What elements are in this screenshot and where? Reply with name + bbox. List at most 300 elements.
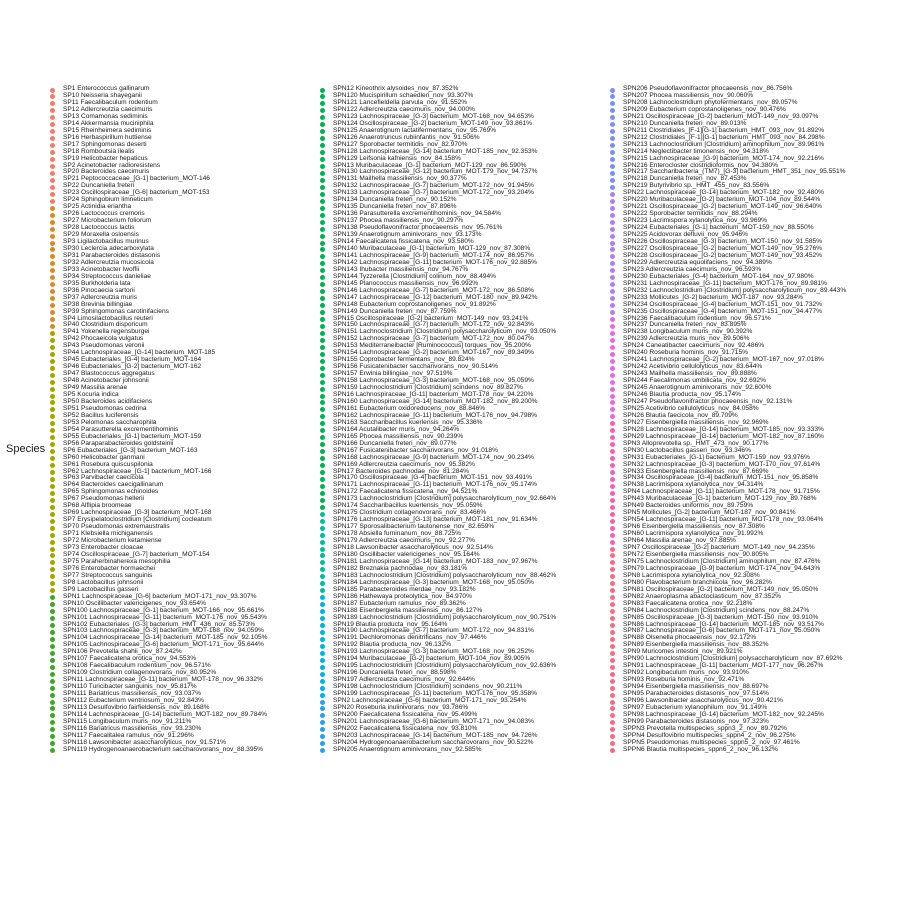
legend-entry-label: SPN2 Lachnospiraceae_[G-6] bacterium_MOT-171_nov_93.254%: [333, 697, 527, 705]
legend-entry-label: SPN95 Parabacteroides distasonis_nov_97.514%: [623, 690, 769, 698]
legend-key-dot: [610, 199, 615, 204]
legend-key-dot: [320, 616, 325, 621]
legend-entry-label: SPN146 Lachnospiraceae_[G-7] bacterium_MOT-172_nov_86.508%: [333, 286, 534, 294]
legend-key-dot: [320, 171, 325, 176]
legend-entry-label: SP75 Paraherbinaherexa mesophilia: [63, 557, 171, 565]
legend-key-dot: [610, 644, 615, 649]
legend-entry-label: SPN72 Eisenbergiella massiliensis_nov_90.805%: [623, 550, 769, 558]
legend-entry-label: SPN90 Lachnoclostridium [Clostridium] polysaccharolyticum_nov_87.692%: [623, 655, 843, 663]
legend-entry-label: SP71 Klebsiella michiganensis: [63, 530, 153, 538]
legend-entry-label: SPN170 Oscillospiraceae_[G-4] bacterium_MOT-151_nov_93.491%: [333, 474, 533, 482]
legend-key-dot: [320, 553, 325, 558]
legend-key-dot: [610, 581, 615, 586]
legend-entry-label: SPN92 Longibaculum muris_nov_93.910%: [623, 669, 749, 677]
legend-key-dot: [320, 88, 325, 93]
legend-entry-label: SPN33 Eisenbergiella massiliensis_nov_87.669%: [623, 467, 769, 475]
legend-entry-label: SPN84 Lachnoclostridium [Clostridium] scindens_nov_88.247%: [623, 606, 810, 614]
legend-key-dot: [50, 199, 55, 204]
legend-key-dot: [320, 700, 325, 705]
legend-entry-label: SP30 Leclercia adecarboxylata: [63, 244, 154, 252]
legend-entry-label: SPN5 Mollicutes_[G-2] bacterium_MOT-187_nov_90.841%: [623, 509, 796, 517]
legend-entry-label: SPN28 Lachnospiraceae_[G-14] bacterium_MOT-185_nov_93.333%: [623, 425, 824, 433]
legend-entry-label: SPN103 Lachnospiraceae_[G-3] bacterium_MOT-168_nov_94.059%: [63, 627, 264, 635]
legend-key-dot: [320, 310, 325, 315]
legend-key-dot: [320, 581, 325, 586]
legend-key-dot: [50, 289, 55, 294]
legend-key-dot: [50, 220, 55, 225]
legend-entry-label: SP15 Rheinheimera sediminis: [63, 126, 152, 134]
legend-entry-label: SP65 Sphingomonas echinoides: [63, 488, 159, 496]
legend-entry-label: SPN123 Lachnospiraceae_[G-3] bacterium_MOT-168_nov_94.653%: [333, 112, 534, 120]
legend-key-dot: [610, 220, 615, 225]
legend-entry-label: SP27 Microbacterium foliorum: [63, 217, 152, 225]
legend-key-dot: [320, 484, 325, 489]
legend-entry-label: SPN24 Caneatibacter caecimuris_nov_92.486%: [623, 342, 765, 350]
legend-entry-label: SPN151 Lachnoclostridium [Clostridium] polysaccharolyticum_nov_93.050%: [333, 328, 557, 336]
legend-entry-label: SPN168 Lachnospiraceae_[G-9] bacterium_MOT-174_nov_90.234%: [333, 453, 534, 461]
legend-entry-label: SPN117 Faecalitalea ramulus_nov_91.296%: [63, 731, 194, 739]
legend-entry-label: SP72 Microbacterium ketamiense: [63, 537, 162, 545]
legend-entry-label: SPN154 Lachnospiraceae_[G-2] bacterium_MOT-167_nov_89.349%: [333, 349, 534, 357]
legend-entry-label: SPN216 Enterocloster clostridioformis_nov_94.380%: [623, 161, 779, 169]
legend-key-dot: [610, 178, 615, 183]
legend-entry-label: SPN209 Eubacterium coprostanoligenes_nov_90.476%: [623, 105, 786, 113]
legend-key-dot: [50, 164, 55, 169]
legend-key-dot: [610, 192, 615, 197]
legend-entry-label: SPN217 Saccharibacteria_(TM7)_[G-3] bacterium_HMT_351_nov_95.551%: [623, 168, 846, 176]
legend-key-dot: [320, 505, 325, 510]
legend-key-dot: [320, 359, 325, 364]
legend-entry-label: SPN140 Muribaculaceae_[G-1] bacterium_MOT-129_nov_87.308%: [333, 244, 531, 252]
legend-entry-label: SP9 Lactobacillus gasseri: [63, 585, 139, 593]
legend-key-dot: [320, 94, 325, 99]
legend-entry-label: SPN127 Sporobacter termitidis_nov_82.970%: [333, 140, 468, 148]
legend-entry-label: SP70 Pseudomonas extremaustralis: [63, 523, 170, 531]
legend-key-dot: [610, 234, 615, 239]
legend-entry-label: SP28 Lactococcus lactis: [63, 224, 135, 232]
legend-entry-label: SPN131 Mailhella massiliensis_nov_90.377%: [333, 175, 467, 183]
legend-entry-label: SPN228 Oscillospiraceae_[G-2] bacterium_MOT-149_nov_93.452%: [623, 251, 823, 259]
legend-key-dot: [50, 644, 55, 649]
legend-key-dot: [50, 317, 55, 322]
legend-key-dot: [610, 512, 615, 517]
legend-key-dot: [50, 129, 55, 134]
legend-entry-label: SPN195 Lachnoclostridium [Clostridium] polysaccharolyticum_nov_92.636%: [333, 662, 557, 670]
legend-key-dot: [610, 706, 615, 711]
legend-entry-label: SPN187 Eubacterium ramulus_nov_89.362%: [333, 599, 466, 607]
legend-entry-label: SPN173 Lachnoclostridium [Clostridium] polysaccharolyticum_nov_92.664%: [333, 495, 557, 503]
legend-key-dot: [50, 623, 55, 628]
legend-entry-label: SP32 Adlercreutzia mucosicola: [63, 258, 154, 266]
legend-title: Species: [6, 443, 46, 455]
legend-entry-label: SPN147 Lachnospiraceae_[G-12] bacterium_MOT-180_nov_89.942%: [333, 293, 538, 301]
legend-key-dot: [610, 727, 615, 732]
legend-key-dot: [610, 317, 615, 322]
legend-key-dot: [50, 574, 55, 579]
legend-entry-label: SPN60 Lacrimispora xylanolytica_nov_91.992%: [623, 530, 764, 538]
legend-key-dot: [50, 373, 55, 378]
legend-entry-label: SPN210 Duncaniella freteri_nov_89.013%: [623, 119, 747, 127]
legend-entry-label: SP14 Akkermansia muciniphila: [63, 119, 154, 127]
legend-entry-label: SPN220 Muribaculaceae_[G-2] bacterium_MOT-104_nov_89.544%: [623, 196, 821, 204]
legend-entry-label: SP29 Moraxella osloensis: [63, 231, 139, 239]
legend-key-dot: [50, 595, 55, 600]
legend-key-dot: [610, 227, 615, 232]
legend-key-dot: [50, 533, 55, 538]
legend-entry-label: SPN124 Oscillospiraceae_[G-2] bacterium_MOT-149_nov_93.861%: [333, 119, 533, 127]
legend-entry-label: SPN215 Lachnospiraceae_[G-9] bacterium_MOT-174_nov_92.216%: [623, 154, 824, 162]
legend-key-dot: [610, 700, 615, 705]
legend-entry-label: SPN122 Adlercreutzia caecimuris_nov_94.000%: [333, 105, 475, 113]
legend-key-dot: [610, 345, 615, 350]
legend-key-dot: [610, 94, 615, 99]
legend-key-dot: [320, 567, 325, 572]
legend-key-dot: [610, 421, 615, 426]
legend-key-dot: [50, 380, 55, 385]
legend-key-dot: [50, 463, 55, 468]
legend-key-dot: [320, 442, 325, 447]
legend-entry-label: SPN32 Lachnospiraceae_[G-3] bacterium_MOT-170_nov_97.614%: [623, 460, 821, 468]
legend-entry-label: SPN192 Blautia producta_nov_96.132%: [333, 641, 452, 649]
legend-key-dot: [320, 533, 325, 538]
legend-entry-label: SPN54 Lachnospiraceae_[G-11] bacterium_MOT-178_nov_93.064%: [623, 516, 824, 524]
legend-entry-label: SPN85 Oscillospiraceae_[G-3] bacterium_MOT-150_nov_93.910%: [623, 613, 819, 621]
legend-key-dot: [610, 435, 615, 440]
legend-key-dot: [50, 234, 55, 239]
legend-entry-label: SPN247 Pseudoflavonifractor phocaeensis_nov_92.131%: [623, 397, 793, 405]
legend-entry-label: SPN152 Lachnospiraceae_[G-7] bacterium_MOT-172_nov_80.047%: [333, 335, 534, 343]
legend-entry-label: SPN137 Phocea massiliensis_nov_90.297%: [333, 217, 464, 225]
legend-entry-label: SPN91 Lachnospiraceae_[G-11] bacterium_MOT-177_nov_96.267%: [623, 662, 824, 670]
legend-key-dot: [50, 268, 55, 273]
legend-key-dot: [610, 185, 615, 190]
legend-entry-label: SPN226 Oscillospiraceae_[G-3] bacterium_MOT-150_nov_91.585%: [623, 238, 823, 245]
legend-entry-label: SPN159 Lachnoclostridium [Clostridium] scindens_nov_89.827%: [333, 384, 523, 392]
legend-entry-label: SPN112 Eubacterium ventriosum_nov_92.843%: [63, 697, 204, 705]
legend-entry-label: SP26 Lactococcus cremoris: [63, 210, 145, 218]
legend-entry-label: SP20 Bacteroides caecimuris: [63, 168, 150, 176]
legend-entry-label: SPN109 Clostridium collagenovorans_nov_80.952%: [63, 669, 217, 677]
legend-key-dot: [320, 317, 325, 322]
legend-entry-label: SPN8 Lacrimispora xylanolytica_nov_92.308%: [623, 571, 760, 579]
legend-key-dot: [610, 275, 615, 280]
legend-entry-label: SPN134 Duncaniella freteri_nov_90.152%: [333, 196, 457, 204]
legend-entry-label: SPN153 Mediterraneibacter [Ruminococcus] torques_nov_95.200%: [333, 342, 531, 350]
legend-key-dot: [610, 498, 615, 503]
legend-key-dot: [50, 94, 55, 99]
legend-entry-label: SPN231 Lachnospiraceae_[G-11] bacterium_MOT-176_nov_89.981%: [623, 279, 828, 287]
legend-key-dot: [610, 254, 615, 259]
legend-entry-label: SPN121 Lancefieldella parvula_nov_91.552%: [333, 98, 468, 106]
legend-entry-label: SPN155 Coprobacter fermentans_nov_89.824%: [333, 356, 475, 364]
legend-entry-label: SPN27 Eisenbergiella massiliensis_nov_92.969%: [623, 418, 769, 426]
legend-key-dot: [320, 227, 325, 232]
legend-key-dot: [320, 213, 325, 218]
legend-key-dot: [50, 727, 55, 732]
legend-key-dot: [610, 428, 615, 433]
legend-entry-label: SPN98 Lachnospiraceae_[G-14] bacterium_MOT-182_nov_92.245%: [623, 710, 824, 718]
legend-entry-label: SPN17 Bacteroides pachnodae_nov_81.284%: [333, 467, 470, 475]
legend-key-dot: [320, 435, 325, 440]
legend-key-dot: [50, 672, 55, 677]
legend-key-dot: [50, 275, 55, 280]
legend-entry-label: SPN38 Lacrimispora xylanolytica_nov_94.314%: [623, 481, 764, 489]
legend-entry-label: SPN148 Eubacterium coprostanoligenes_nov_91.892%: [333, 300, 496, 308]
legend-entry-label: SP43 Pseudomonas veronii: [63, 342, 145, 350]
legend-entry-label: SP3 Ligilactobacillus murinus: [63, 238, 149, 245]
legend-entry-label: SPN133 Lachnospiraceae_[G-7] bacterium_MOT-172_nov_93.204%: [333, 189, 534, 197]
legend-key-dot: [50, 192, 55, 197]
legend-key-dot: [610, 289, 615, 294]
legend-key-dot: [610, 310, 615, 315]
legend-key-dot: [610, 206, 615, 211]
legend-entry-label: SP6 Eubacteriales_[G-3] bacterium_MOT-163: [63, 446, 198, 454]
legend-key-dot: [320, 727, 325, 732]
legend-entry-label: SPN241 Lachnospiraceae_[G-2] bacterium_MOT-167_nov_97.018%: [623, 356, 824, 364]
legend-key-dot: [610, 157, 615, 162]
legend-entry-label: SPN219 Butyrivibrio sp._HMT_455_nov_83.556%: [623, 182, 770, 190]
legend-entry-label: SP45 Eubacteriales_[G-4] bacterium_MOT-164: [63, 356, 202, 364]
legend-key-dot: [610, 588, 615, 593]
legend-entry-label: SPN213 Lachnoclostridium [Clostridium] aminophilum_nov_89.961%: [623, 140, 825, 148]
legend-key-dot: [320, 261, 325, 266]
legend-key-dot: [610, 686, 615, 691]
legend-key-dot: [50, 206, 55, 211]
legend-key-dot: [320, 199, 325, 204]
legend-key-dot: [50, 706, 55, 711]
legend-entry-label: SP60 Helicobacter ganmani: [63, 453, 145, 461]
legend-entry-label: SPN102 Eubacteriales_[G-3] bacterium_HMT_436_nov_85.573%: [63, 620, 256, 628]
legend-key-dot: [610, 115, 615, 120]
legend-key-dot: [50, 560, 55, 565]
legend-entry-label: SPN162 Lachnospiraceae_[G-11] bacterium_MOT-176_nov_94.798%: [333, 411, 538, 419]
legend-key-dot: [50, 178, 55, 183]
legend-entry-label: SPN157 Erwinia billingiae_nov_97.519%: [333, 370, 453, 378]
legend-entry-label: SPN105 Lachnospiraceae_[G-6] bacterium_MOT-171_nov_95.644%: [63, 641, 264, 649]
legend-key-dot: [610, 574, 615, 579]
legend-key-dot: [610, 540, 615, 545]
legend-key-dot: [610, 366, 615, 371]
legend-key-dot: [50, 247, 55, 252]
legend-key-dot: [320, 108, 325, 113]
legend-key-dot: [50, 108, 55, 113]
legend-entry-label: SP42 Phocaeicola vulgatus: [63, 335, 144, 343]
legend-entry-label: SPN188 Eisenbergiella massiliensis_nov_86.127%: [333, 606, 483, 614]
legend-key-dot: [50, 394, 55, 399]
legend-key-dot: [320, 713, 325, 718]
legend-entry-label: SP5 Kocuria indica: [63, 391, 119, 399]
legend-entry-label: SP76 Enterobacter hormaechei: [63, 564, 156, 572]
legend-entry-label: SPPN4 Desulfovibrio multispecies_sppn4_2_nov_96.275%: [623, 731, 796, 739]
legend-entry-label: SP73 Enterobacter cloacae: [63, 544, 144, 552]
legend-key-dot: [50, 88, 55, 93]
legend-key-dot: [320, 247, 325, 252]
legend-key-dot: [320, 679, 325, 684]
legend-entry-label: SPN189 Lachnoclostridium [Clostridium] polysaccharolyticum_nov_90.751%: [333, 613, 557, 621]
legend-entry-label: SP52 Bacillus luciferensis: [63, 411, 139, 419]
legend-entry-label: SPN139 Anaerotignum aminivorans_nov_93.173%: [333, 231, 482, 239]
legend-key-dot: [320, 220, 325, 225]
legend-key-dot: [610, 637, 615, 642]
legend-key-dot: [610, 241, 615, 246]
legend-entry-label: SP62 Lachnospiraceae_[G-1] bacterium_MOT-166: [63, 467, 212, 475]
legend-key-dot: [50, 185, 55, 190]
legend-key-dot: [50, 734, 55, 739]
legend-entry-label: SPN169 Adlercreutzia caecimuris_nov_95.382%: [333, 460, 475, 468]
legend-key-dot: [50, 637, 55, 642]
legend-key-dot: [610, 400, 615, 405]
legend-key-dot: [320, 303, 325, 308]
legend-key-dot: [320, 693, 325, 698]
legend-key-dot: [610, 380, 615, 385]
legend-key-dot: [610, 526, 615, 531]
legend-entry-label: SPN86 Lachnospiraceae_[G-14] bacterium_MOT-185_nov_93.517%: [623, 620, 824, 628]
legend-key-dot: [320, 206, 325, 211]
legend-entry-label: SPN106 Prevotella shahii_nov_87.242%: [63, 648, 182, 656]
legend-entry-label: SPN236 Faecalibaculum rodentium_nov_96.571%: [623, 314, 771, 322]
legend-entry-label: SP31 Parabacteroides distasonis: [63, 251, 161, 259]
legend-entry-label: SPN245 Anaerotignum aminivorans_nov_92.600%: [623, 384, 772, 392]
legend-entry-label: SPN120 Mucispirillum schaedleri_nov_93.307%: [333, 91, 474, 99]
legend-key-dot: [50, 171, 55, 176]
legend-entry-label: SP24 Sphingobium limneticum: [63, 196, 153, 204]
legend-entry-label: SP25 Actinidia erianthа: [63, 203, 132, 211]
legend-key-dot: [320, 407, 325, 412]
legend-key-dot: [320, 449, 325, 454]
legend-entry-label: SPN204 Hydrogenoanaerobacterium saccharovorans_nov_90.522%: [333, 738, 534, 746]
legend-entry-label: SP21 Peptococcaceae_[G-1] bacterium_MOT-146: [63, 175, 210, 183]
legend-key-dot: [320, 477, 325, 482]
legend-key-dot: [320, 282, 325, 287]
legend-entry-label: SPN83 Faecalicatena orotica_nov_92.218%: [623, 599, 753, 607]
legend-key-dot: [610, 748, 615, 753]
legend-key-dot: [610, 282, 615, 287]
legend-entry-label: SPN23 Adlercreutzia caecimuris_nov_96.593%: [623, 265, 762, 273]
legend-entry-label: SPN191 Dechloromonas denitrificans_nov_97.446%: [333, 634, 487, 642]
legend-key-dot: [320, 463, 325, 468]
legend-entry-label: SPN110 Turicibacter sanguinis_nov_95.817%: [63, 683, 197, 691]
legend-key-dot: [320, 491, 325, 496]
legend-key-dot: [50, 679, 55, 684]
legend-entry-label: SPN227 Oscillospiraceae_[G-2] bacterium_MOT-149_nov_95.276%: [623, 244, 823, 252]
legend-key-dot: [320, 143, 325, 148]
legend-key-dot: [610, 108, 615, 113]
legend-key-dot: [610, 547, 615, 552]
legend-key-dot: [50, 720, 55, 725]
legend-key-dot: [50, 456, 55, 461]
legend-entry-label: SPN141 Lachnospiraceae_[G-9] bacterium_MOT-174_nov_86.957%: [333, 251, 534, 259]
legend-key-dot: [320, 595, 325, 600]
legend-key-dot: [610, 331, 615, 336]
legend-entry-label: SPN100 Lachnospiraceae_[G-1] bacterium_MOT-166_nov_95.661%: [63, 606, 264, 614]
legend-key-dot: [320, 289, 325, 294]
legend-entry-label: SPN246 Blautia producta_nov_95.174%: [623, 391, 742, 399]
legend-entry-label: SPN225 Acidovorax defluvii_nov_95.946%: [623, 231, 748, 239]
legend-key-dot: [320, 394, 325, 399]
legend-key-dot: [320, 540, 325, 545]
legend-entry-label: SPN182 Breznakia pachnodae_nov_83.181%: [333, 564, 468, 572]
legend-entry-label: SP34 Streptococcus danieliae: [63, 272, 151, 280]
legend-key-dot: [50, 338, 55, 343]
legend-key-dot: [610, 616, 615, 621]
legend-entry-label: SPN88 Olsenella phocaeensis_nov_92.172%: [623, 634, 757, 642]
legend-key-dot: [610, 533, 615, 538]
legend-key-dot: [610, 359, 615, 364]
legend-key-dot: [50, 428, 55, 433]
legend-entry-label: SPN163 Saccharibacillus kuerlensis_nov_95.336%: [333, 418, 483, 426]
legend-entry-label: SPN130 Lachnospiraceae_[G-12] bacterium_MOT-179_nov_94.737%: [333, 168, 538, 176]
legend-key-dot: [320, 560, 325, 565]
legend-key-dot: [320, 658, 325, 663]
legend-key-dot: [320, 345, 325, 350]
legend-key-dot: [320, 338, 325, 343]
legend-key-dot: [610, 602, 615, 607]
legend-entry-label: SPN149 Duncaniella freteri_nov_87.759%: [333, 307, 457, 315]
legend-entry-label: SP11 Faecalibaculum rodentium: [63, 98, 158, 106]
legend-key-dot: [50, 700, 55, 705]
legend-key-dot: [320, 366, 325, 371]
legend-key-dot: [320, 547, 325, 552]
legend-key-dot: [50, 366, 55, 371]
legend-entry-label: SPN237 Duncaniella freteri_nov_83.895%: [623, 321, 747, 329]
legend-entry-label: SPN211 Clostridiales_[F-1][G-1] bacterium_HMT_093_nov_91.892%: [623, 126, 825, 134]
legend-entry-label: SP77 Streptococcus sanguinis: [63, 571, 153, 579]
legend-entry-label: SPN7 Oscillospiraceae_[G-2] bacterium_MOT-149_nov_94.235%: [623, 544, 815, 552]
legend-entry-label: SP19 Helicobacter hepaticus: [63, 154, 148, 162]
legend-entry-label: SPN199 Lachnospiraceae_[G-11] bacterium_MOT-176_nov_95.358%: [333, 690, 538, 698]
legend-key-dot: [50, 241, 55, 246]
legend-entry-label: SPN80 Flavobacterium branchiicola_nov_96.282%: [623, 578, 772, 586]
legend-entry-label: SPN113 Desulfovibrio fairfieldensis_nov_89.168%: [63, 703, 210, 711]
legend-key-dot: [610, 449, 615, 454]
legend-key-dot: [50, 227, 55, 232]
legend-entry-label: SP55 Eubacteriales_[G-1] bacterium_MOT-159: [63, 432, 202, 440]
legend-entry-label: SP2 Acinetobacter radioresistens: [63, 161, 161, 169]
legend-entry-label: SPN212 Clostridiales_[F-1][G-1] bacterium_HMT_093_nov_84.298%: [623, 133, 825, 141]
legend-key-dot: [320, 352, 325, 357]
legend-key-dot: [610, 553, 615, 558]
legend-key-dot: [610, 470, 615, 475]
legend-entry-label: SPN177 Sporosalibacterium tautonense_nov_82.659%: [333, 523, 495, 531]
legend-entry-label: SPN119 Hydrogenoanaerobacterium saccharovorans_nov_88.395%: [63, 745, 264, 753]
legend-entry-label: SPN178 Absiella furninanum_nov_88.725%: [333, 530, 461, 538]
legend-entry-label: SPN194 Muribaculaceae_[G-2] bacterium_MOT-104_nov_89.905%: [333, 655, 531, 663]
legend-entry-label: SPN164 Acutalibacter muris_nov_94.264%: [333, 425, 460, 433]
legend-entry-label: SPN82 Anaeroplasma abactoclasticum_nov_87.352%: [623, 592, 781, 600]
legend-entry-label: SP68 Alflipia broomeae: [63, 502, 132, 510]
legend-entry-label: SPN198 Lachnoclostridium [Clostridium] scindens_nov_90.211%: [333, 683, 523, 691]
legend-entry-label: SPN114 Lachnospiraceae_[G-14] bacterium_MOT-182_nov_89.784%: [63, 710, 268, 718]
legend-key-dot: [610, 679, 615, 684]
legend-entry-label: SPPN6 Blautia multispecies_sppn6_2_nov_96.132%: [623, 745, 778, 753]
legend-entry-label: SPN160 Lachnospiraceae_[G-14] bacterium_MOT-182_nov_89.200%: [333, 397, 538, 405]
legend-key-dot: [610, 567, 615, 572]
legend-key-dot: [50, 491, 55, 496]
legend-key-dot: [610, 338, 615, 343]
legend-key-dot: [610, 665, 615, 670]
legend-entry-label: SPN243 Mailhella massiliensis_nov_89.888%: [623, 370, 757, 378]
legend-key-dot: [50, 741, 55, 746]
legend-entry-label: SPN25 Acetivibrio cellulolyticus_nov_84.058%: [623, 404, 759, 412]
legend-key-dot: [610, 623, 615, 628]
legend-key-dot: [610, 658, 615, 663]
legend-entry-label: SPN206 Pseudoflavonifractor phocaeensis_nov_86.756%: [623, 85, 793, 92]
legend-entry-label: SP50 Bacteroides acidifaciens: [63, 397, 153, 405]
legend-entry-label: SPN129 Leifsonia kafniensis_nov_84.158%: [333, 154, 461, 162]
legend-key-dot: [320, 574, 325, 579]
legend-key-dot: [320, 150, 325, 155]
legend-key-dot: [50, 526, 55, 531]
